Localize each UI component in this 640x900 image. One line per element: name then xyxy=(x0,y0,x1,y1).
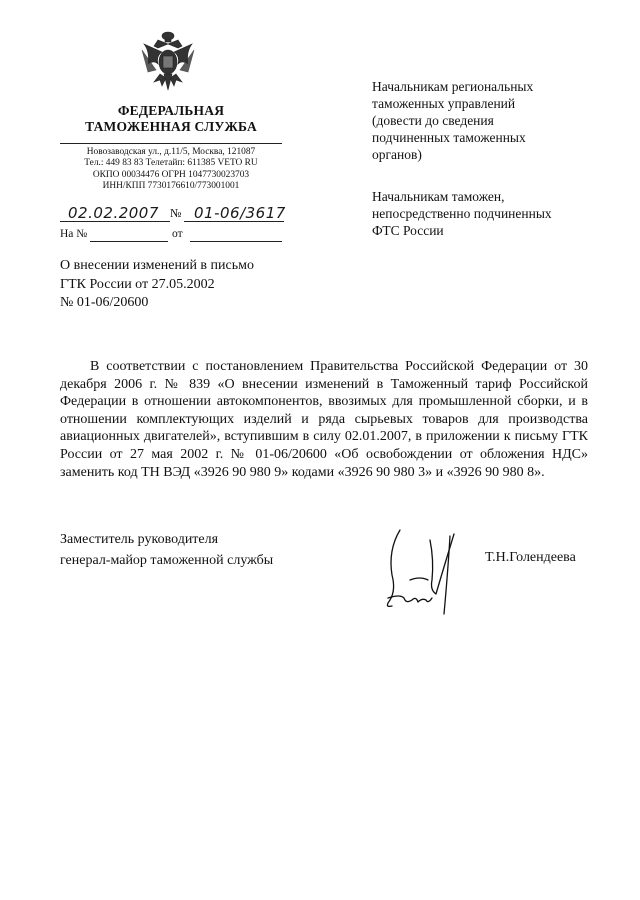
organization-phones: Тел.: 449 83 83 Телетайп: 611385 VETO RU xyxy=(84,158,258,169)
organization-name xyxy=(60,103,282,135)
handwritten-signature xyxy=(370,520,470,620)
subject-line: № 01-06/20600 xyxy=(60,295,149,310)
organization-okpo: ОКПО 00034476 ОГРН 1047730023703 xyxy=(92,169,250,180)
recipient-line: таможенных управлений xyxy=(372,96,516,111)
recipient-block-2 xyxy=(372,188,607,239)
organization-name-line-1: ФЕДЕРАЛЬНАЯ xyxy=(117,103,225,118)
signatory-position-line-2: генерал-майор таможенной службы xyxy=(60,553,274,568)
organization-details xyxy=(60,147,282,193)
recipient-block-1 xyxy=(372,78,607,163)
registration-number: 01-06/3617 xyxy=(194,204,286,222)
signatory-position-line-1: Заместитель руководителя xyxy=(60,532,219,547)
letter-subject xyxy=(60,257,320,313)
recipient-line: органов) xyxy=(372,147,422,162)
subject-line: ГТК России от 27.05.2002 xyxy=(60,276,215,292)
organization-inn: ИНН/КПП 7730176610/773001001 xyxy=(102,181,240,192)
recipient-line: (довести до сведения xyxy=(372,113,494,128)
registration-number-label: № xyxy=(170,206,182,220)
reference-date-label: от xyxy=(172,228,183,240)
signatory-position xyxy=(60,529,320,571)
registration-row xyxy=(60,204,300,226)
reference-row xyxy=(60,228,300,246)
subject-line: О внесении изменений в письмо xyxy=(60,258,254,273)
organization-address: Новозаводская ул., д.11/5, Москва, 121087 xyxy=(86,147,256,157)
recipient-line: ФТС России xyxy=(372,223,444,238)
recipient-line: подчиненных таможенных xyxy=(372,130,526,145)
signatory-name: Т.Н.Голендеева xyxy=(485,550,576,565)
recipient-line: непосредственно подчиненных xyxy=(372,206,552,221)
registration-date: 02.02.2007 xyxy=(68,204,159,222)
letter-body: В соответствии с постановлением Правительства Российской Федерации от 30 декабря 2006 г. № 839 «О внесении изменений в Таможенный тариф Российской Федерации в отношении автокомпонентов, ввозимых для промышленной сборки, и в отношении комплектующих изделий и ряда сырьевых товаров для производства авиационных двигателей», вступившим в силу 02.01.2007, в приложении к письму ГТК России от 27 мая 2002 г. № 01-06/20600 «Об освобождении от обложения НДС» заменить код ТН ВЭД «3926 90 980 9» кодами «3926 90 980 3» и «3926 90 980 8». xyxy=(60,359,588,480)
recipient-line: Начальникам таможен, xyxy=(372,189,505,204)
organization-name-line-2: ТАМОЖЕННАЯ СЛУЖБА xyxy=(85,119,257,134)
recipient-line: Начальникам региональных xyxy=(372,79,534,94)
header-divider xyxy=(60,143,282,144)
reference-number-label: На № xyxy=(60,228,88,240)
double-headed-eagle-icon xyxy=(140,30,196,92)
